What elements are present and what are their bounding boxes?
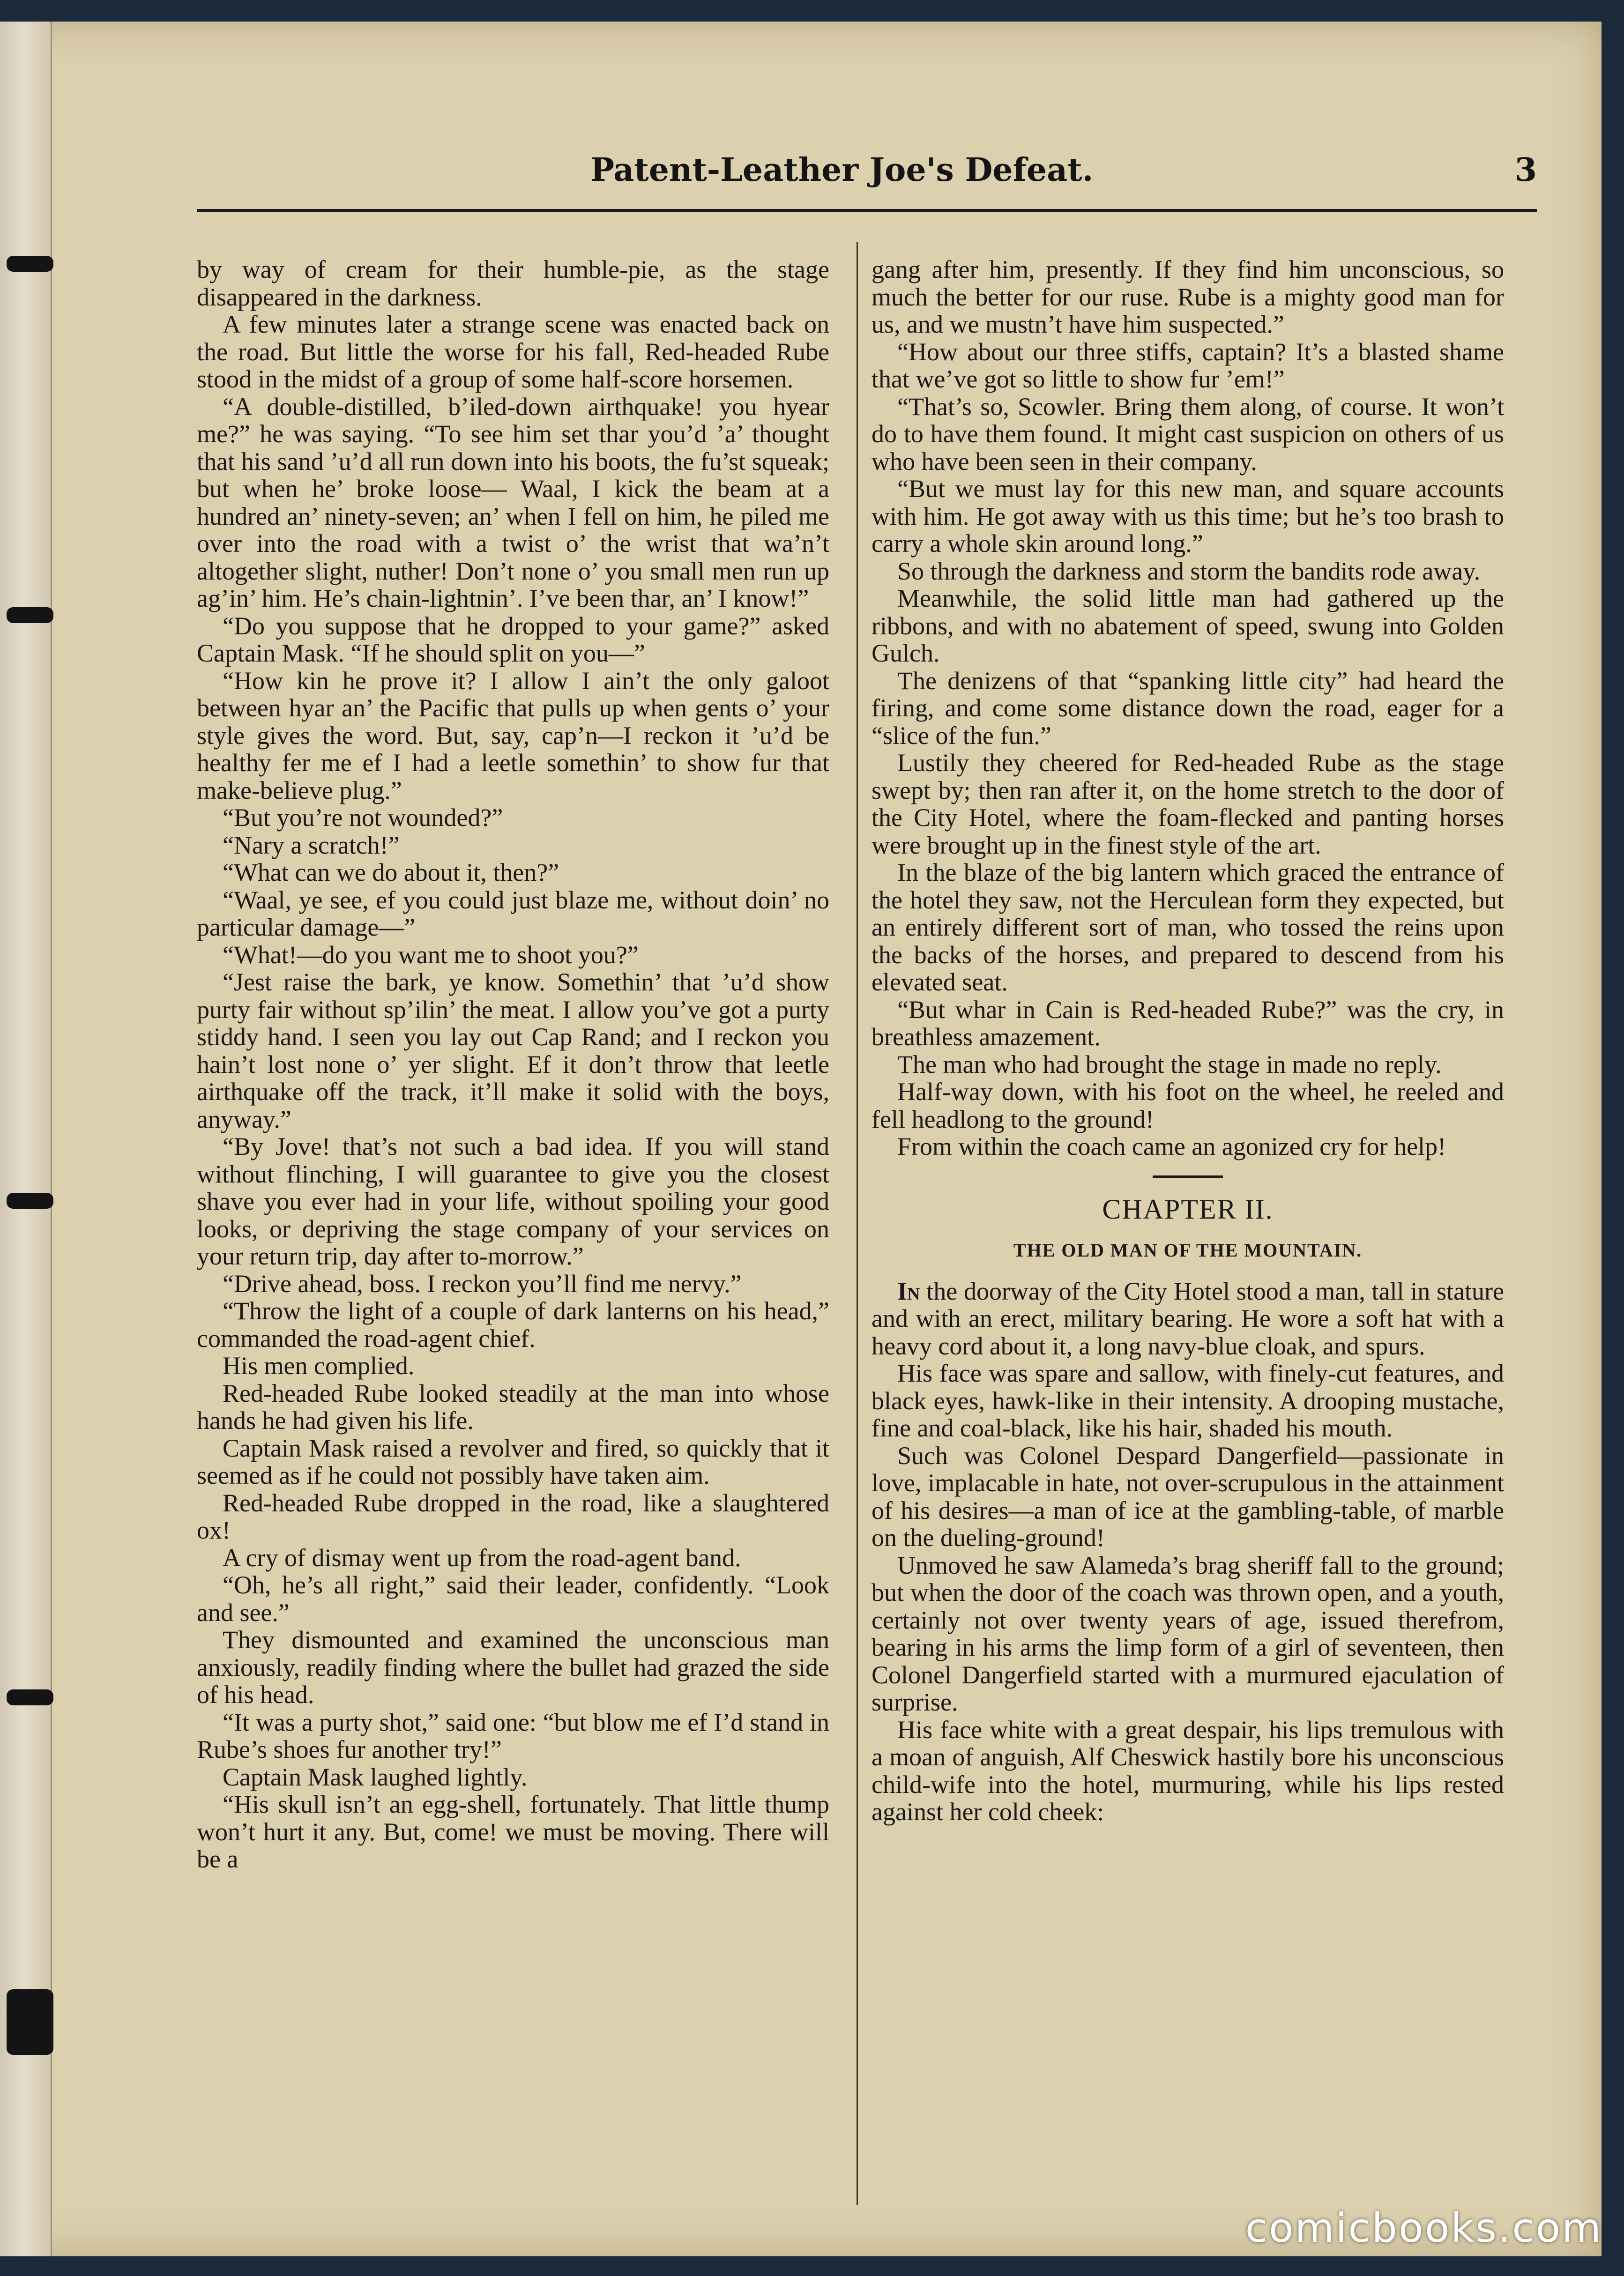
- chapter-opening-paragraph: [872, 1278, 1504, 1360]
- paragraph: Lustily they cheered for Red-headed Rube as the stage swept by; then ran after it, on the home stretch to the door of the City Hotel, where the foam-flecked and panting horses were brought up in the finest style of the art.: [872, 749, 1504, 859]
- staple-hole: [7, 1989, 53, 2055]
- paragraph: “Oh, he’s all right,” said their leader, confidently. “Look and see.”: [197, 1571, 829, 1627]
- opening-text: the doorway of the City Hotel stood a man, tall in stature and with an erect, military bearing. He wore a soft hat with a heavy cord about it, a long navy-blue cloak, and spurs.: [872, 1277, 1504, 1360]
- chapter-subtitle: THE OLD MAN OF THE MOUNTAIN.: [1013, 1240, 1363, 1261]
- paragraph: They dismounted and examined the unconscious man anxiously, readily finding where the bullet had grazed the side of his head.: [197, 1626, 829, 1709]
- paragraph: “Throw the light of a couple of dark lanterns on his head,” commanded the road-agent chief.: [197, 1297, 829, 1353]
- running-title: Patent-Leather Joe's Defeat.: [590, 151, 1094, 189]
- site-watermark: comicbooks.com: [1245, 2205, 1602, 2252]
- paragraph: His face white with a great despair, his lips tremulous with a moan of anguish, Alf Cheswick hastily bore his unconscious child-wife into the hotel, murmuring, while his lips rested against her cold cheek:: [872, 1715, 1504, 1826]
- paragraph: His face was spare and sallow, with finely-cut features, and black eyes, hawk-like in their intensity. A drooping mustache, fine and coal-black, like his hair, shaded his mouth.: [872, 1359, 1504, 1442]
- page-number: 3: [1514, 151, 1537, 189]
- staple-hole: [7, 1193, 53, 1209]
- paragraph: “But we must lay for this new man, and square accounts with him. He got away with us this time; but he’s too brash to carry a whole skin around long.”: [872, 475, 1504, 558]
- chapter-rule: [1153, 1175, 1223, 1178]
- paragraph: “Waal, ye see, ef you could just blaze me, without doin’ no particular damage—”: [197, 885, 829, 941]
- paragraph: The denizens of that “spanking little city” had heard the firing, and come some distance down the road, eager for a “slice of the fun.”: [872, 666, 1504, 750]
- paragraph: “It was a purty shot,” said one: “but blow me ef I’d stand in Rube’s shoes fur another try!”: [197, 1708, 829, 1763]
- paragraph: Captain Mask raised a revolver and fired, so quickly that it seemed as if he could not possibly have taken aim.: [197, 1434, 829, 1489]
- staple-hole: [7, 256, 53, 272]
- paragraph: “How about our three stiffs, captain? It’s a blasted shame that we’ve got so little to show fur ’em!”: [872, 337, 1504, 393]
- paragraph: His men complied.: [223, 1352, 415, 1380]
- staple-hole: [7, 607, 53, 623]
- paragraph: “Jest raise the bark, ye know. Somethin’ that ’u’d show purty fair without sp’ilin’ the meat. I allow you’ve got a purty stiddy hand. I seen you lay out Cap Rand; and I reckon you hain’t lost none o’ yer slight. Ef it don’t throw that leetle airthquake off the track, it’ll make it solid with the boys, anyway.”: [197, 968, 829, 1133]
- column-divider: [857, 242, 858, 2205]
- running-header: [197, 148, 1537, 212]
- paragraph: “Nary a scratch!”: [223, 831, 400, 859]
- paragraph: “But whar in Cain is Red-headed Rube?” was the cry, in breathless amazement.: [872, 995, 1504, 1051]
- paragraph: Captain Mask laughed lightly.: [223, 1763, 528, 1791]
- paragraph: Unmoved he saw Alameda’s brag sheriff fall to the ground; but when the door of the coach was thrown open, and a youth, certainly not over twenty years of age, issued therefrom, bearing in his arms the limp form of a girl of seventeen, then Colonel Dangerfield started with a murmured ejaculation of surprise.: [872, 1551, 1504, 1716]
- chapter-title: CHAPTER II.: [1102, 1193, 1274, 1225]
- paragraph: The man who had brought the stage in made no reply.: [897, 1050, 1442, 1078]
- paragraph: “That’s so, Scowler. Bring them along, of course. It won’t do to have them found. It might cast suspicion on others of us who have been seen in their company.: [872, 392, 1504, 476]
- paragraph: Red-headed Rube dropped in the road, like a slaughtered ox!: [197, 1488, 829, 1544]
- paragraph: Meanwhile, the solid little man had gathered up the ribbons, and with no abatement of speed, swung into Golden Gulch.: [872, 584, 1504, 667]
- paragraph: “What can we do about it, then?”: [223, 858, 559, 886]
- paragraph: Such was Colonel Despard Dangerfield—passionate in love, implacable in hate, not over-scrupulous in the attainment of his desires—a man of ice at the gambling-table, of marble on the dueling-ground!: [872, 1441, 1504, 1552]
- page-spine: [0, 22, 52, 2256]
- paragraph: “A double-distilled, b’iled-down airthquake! you hyear me?” he was saying. “To see him set thar you’d ’a’ thought that his sand ’u’d all run down into his boots, the fu’st squeak; but when he’ broke loose— Waal, I kick the beam at a hundred an’ ninety-seven; an’ when I fell on him, he piled me over into the road with a twist o’ the wrist that wa’n’t altogether slight, nuther! Don’t none o’ you small men run up ag’in’ him. He’s chain-lightnin’. I’ve been thar, an’ I know!”: [197, 392, 829, 612]
- paragraph: Half-way down, with his foot on the wheel, he reeled and fell headlong to the ground!: [872, 1078, 1504, 1133]
- staple-hole: [7, 1689, 53, 1705]
- paragraph: by way of cream for their humble-pie, as the stage disappeared in the darkness.: [197, 256, 829, 311]
- paragraph: “How kin he prove it? I allow I ain’t the only galoot between hyar an’ the Pacific that pulls up when gents o’ your style gives the word. But, say, cap’n—I reckon it ’u’d be healthy fer me ef I had a leetle somethin’ to show fur that make-believe plug.”: [197, 666, 829, 804]
- paragraph: A cry of dismay went up from the road-agent band.: [223, 1543, 741, 1572]
- paragraph: gang after him, presently. If they find him unconscious, so much the better for our ruse. Rube is a mighty good man for us, and we mustn’t have him suspected.”: [872, 256, 1504, 338]
- paragraph: “What!—do you want me to shoot you?”: [223, 940, 639, 969]
- paragraph: “Drive ahead, boss. I reckon you’ll find me nervy.”: [223, 1269, 742, 1298]
- right-column: [872, 256, 1504, 2200]
- paragraph: From within the coach came an agonized cry for help!: [897, 1132, 1446, 1160]
- paragraph: “But you’re not wounded?”: [223, 803, 503, 832]
- paragraph: Red-headed Rube looked steadily at the man into whose hands he had given his life.: [197, 1379, 829, 1435]
- paragraph: A few minutes later a strange scene was enacted back on the road. But little the worse for his fall, Red-headed Rube stood in the midst of a group of some half-score horsemen.: [197, 310, 829, 393]
- paragraph: So through the darkness and storm the bandits rode away.: [897, 557, 1481, 585]
- left-column: [197, 256, 829, 2200]
- paragraph: In the blaze of the big lantern which graced the entrance of the hotel they saw, not the Herculean form they expected, but an entirely different sort of man, who tossed the reins upon the backs of the horses, and prepared to descend from his elevated seat.: [872, 858, 1504, 996]
- paragraph: “His skull isn’t an egg-shell, fortunately. That little thump won’t hurt it any. But, come! we must be moving. There will be a: [197, 1790, 829, 1873]
- book-page: [0, 22, 1602, 2256]
- paragraph: “By Jove! that’s not such a bad idea. If you will stand without flinching, I will guarantee to give you the closest shave you ever had in your life, without spoiling your good looks, or depriving the stage company of your services on your return trip, day after to-morrow.”: [197, 1132, 829, 1270]
- opening-word: In: [897, 1277, 920, 1305]
- paragraph: “Do you suppose that he dropped to your game?” asked Captain Mask. “If he should split on you—”: [197, 611, 829, 667]
